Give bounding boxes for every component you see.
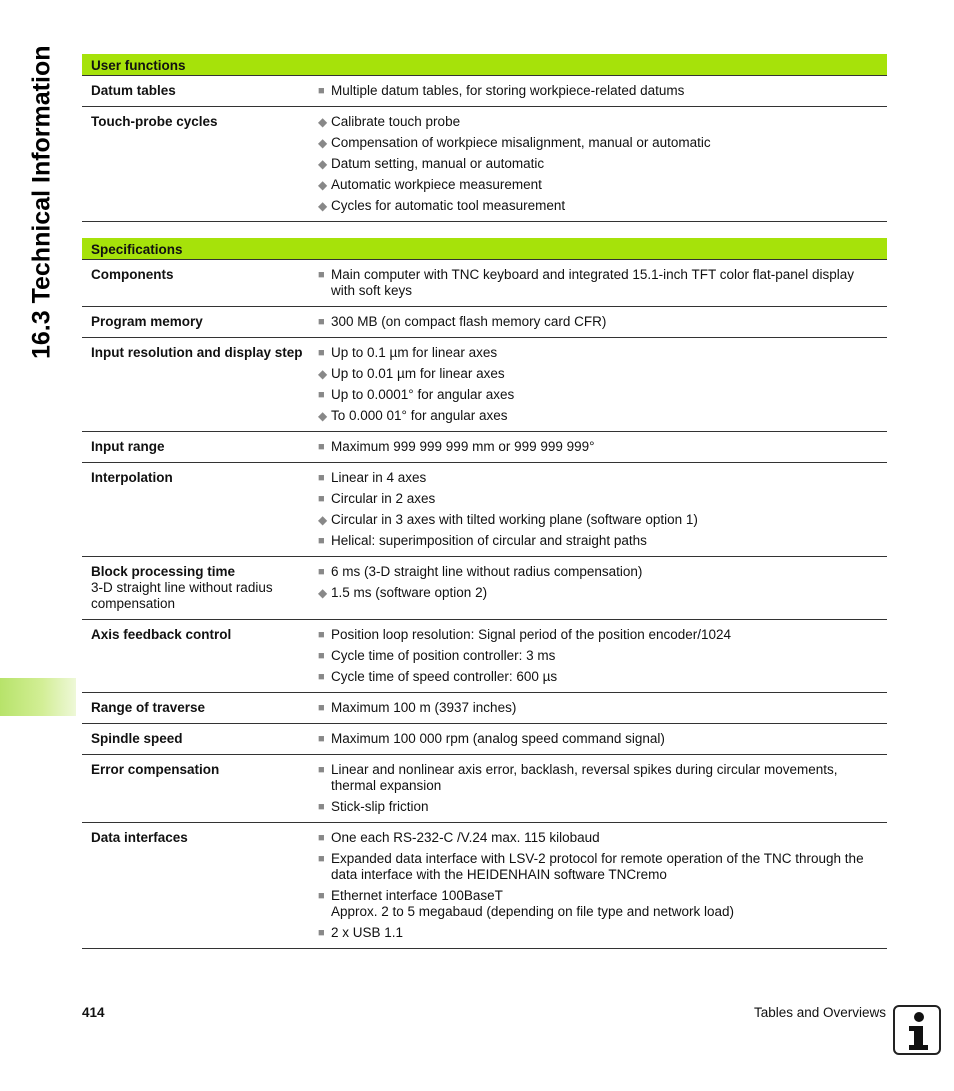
row-value-cell (318, 693, 887, 724)
list-item-text: Maximum 100 m (3937 inches) (331, 700, 517, 715)
list-item (318, 799, 887, 815)
row-label: Touch-probe cycles (91, 114, 218, 129)
list-item (318, 491, 887, 507)
list-item (318, 669, 887, 685)
list-item (318, 366, 887, 382)
list-item (318, 470, 887, 486)
list-item (318, 198, 887, 214)
list-item (318, 585, 887, 601)
row-label-cell (82, 693, 318, 724)
list-item (318, 851, 887, 883)
square-bullet-icon: ■ (318, 566, 325, 578)
list-item-text: 2 x USB 1.1 (331, 925, 404, 940)
list-item (318, 648, 887, 664)
list-item-text: Calibrate touch probe (331, 114, 461, 129)
list-item-text: Ethernet interface 100BaseT Approx. 2 to 5 megabaud (depending on file type and network load) (331, 888, 735, 919)
diamond-bullet-icon: ◆ (318, 136, 328, 150)
square-bullet-icon: ■ (318, 832, 325, 844)
list-item-text: Main computer with TNC keyboard and integrated 15.1-inch TFT color flat-panel display with soft keys (331, 267, 855, 298)
table-row-spindle-speed (82, 724, 887, 755)
list-item (318, 925, 887, 941)
row-label-cell (82, 463, 318, 557)
row-label: Data interfaces (91, 830, 188, 845)
list-item (318, 700, 887, 716)
table-row-axis-feedback-control (82, 620, 887, 693)
row-value-cell (318, 76, 887, 107)
chapter-title-text: 16.3 Technical Information (27, 45, 56, 360)
list-item (318, 408, 887, 424)
square-bullet-icon: ■ (318, 535, 325, 547)
table-row-block-processing-time (82, 557, 887, 620)
list-item-text: Circular in 2 axes (331, 491, 436, 506)
section-header-specifications (82, 238, 887, 260)
row-label: Spindle speed (91, 731, 183, 746)
section-header-label: User functions (82, 54, 887, 76)
row-value-cell (318, 823, 887, 949)
row-value-cell (318, 724, 887, 755)
list-item (318, 533, 887, 549)
list-item-text: Up to 0.0001° for angular axes (331, 387, 515, 402)
row-label: Program memory (91, 314, 203, 329)
spec-table (82, 54, 887, 949)
square-bullet-icon: ■ (318, 389, 325, 401)
row-label-cell (82, 338, 318, 432)
list-item (318, 439, 887, 455)
list-item-text: Helical: superimposition of circular and straight paths (331, 533, 647, 548)
row-label-cell (82, 307, 318, 338)
row-label-cell (82, 823, 318, 949)
list-item (318, 830, 887, 846)
row-label: Interpolation (91, 470, 173, 485)
list-item-text: To 0.000 01° for angular axes (331, 408, 508, 423)
list-item-text: Multiple datum tables, for storing workpiece-related datums (331, 83, 685, 98)
square-bullet-icon: ■ (318, 853, 325, 865)
row-value-cell (318, 432, 887, 463)
square-bullet-icon: ■ (318, 347, 325, 359)
section-header-label: Specifications (82, 238, 887, 260)
list-item (318, 177, 887, 193)
table-row-input-resolution-and-display-step (82, 338, 887, 432)
table-row-components (82, 260, 887, 307)
chapter-side-title (25, 45, 59, 378)
list-item-text: Circular in 3 axes with tilted working plane (software option 1) (331, 512, 698, 527)
row-label-cell (82, 432, 318, 463)
table-row-range-of-traverse (82, 693, 887, 724)
square-bullet-icon: ■ (318, 85, 325, 97)
list-item-text: Linear and nonlinear axis error, backlash, reversal spikes during circular movements, thermal expansion (331, 762, 838, 793)
list-item-text: 300 MB (on compact flash memory card CFR) (331, 314, 607, 329)
square-bullet-icon: ■ (318, 927, 325, 939)
row-label-cell (82, 620, 318, 693)
square-bullet-icon: ■ (318, 441, 325, 453)
section-gap (82, 222, 887, 239)
row-label: Input range (91, 439, 165, 454)
diamond-bullet-icon: ◆ (318, 586, 328, 600)
section-header-user-functions (82, 54, 887, 76)
row-label: Axis feedback control (91, 627, 232, 642)
list-item (318, 135, 887, 151)
square-bullet-icon: ■ (318, 671, 325, 683)
list-item-text: Cycles for automatic tool measurement (331, 198, 566, 213)
table-row-touch-probe-cycles (82, 107, 887, 222)
list-item-text: Up to 0.01 µm for linear axes (331, 366, 505, 381)
square-bullet-icon: ■ (318, 801, 325, 813)
diamond-bullet-icon: ◆ (318, 513, 328, 527)
row-label-cell (82, 755, 318, 823)
list-item (318, 564, 887, 580)
list-item-text: Compensation of workpiece misalignment, manual or automatic (331, 135, 711, 150)
square-bullet-icon: ■ (318, 650, 325, 662)
square-bullet-icon: ■ (318, 472, 325, 484)
row-label-cell (82, 724, 318, 755)
list-item-text: 6 ms (3-D straight line without radius compensation) (331, 564, 643, 579)
row-label: Datum tables (91, 83, 176, 98)
row-label-cell (82, 260, 318, 307)
info-icon (893, 1005, 941, 1055)
list-item (318, 83, 887, 99)
list-item (318, 512, 887, 528)
row-value-cell (318, 107, 887, 222)
table-row-input-range (82, 432, 887, 463)
row-value-cell (318, 260, 887, 307)
row-value-cell (318, 620, 887, 693)
row-sublabel: 3-D straight line without radius compensation (91, 580, 273, 611)
row-value-cell (318, 755, 887, 823)
list-item-text: 1.5 ms (software option 2) (331, 585, 488, 600)
row-label: Components (91, 267, 174, 282)
row-label-cell (82, 107, 318, 222)
diamond-bullet-icon: ◆ (318, 115, 328, 129)
list-item-text: Stick-slip friction (331, 799, 429, 814)
diamond-bullet-icon: ◆ (318, 157, 328, 171)
list-item (318, 267, 887, 299)
row-label-cell (82, 557, 318, 620)
list-item (318, 762, 887, 794)
row-label: Range of traverse (91, 700, 206, 715)
list-item (318, 627, 887, 643)
row-value-cell (318, 463, 887, 557)
row-value-cell (318, 307, 887, 338)
diamond-bullet-icon: ◆ (318, 178, 328, 192)
diamond-bullet-icon: ◆ (318, 199, 328, 213)
row-label: Input resolution and display step (91, 345, 303, 360)
list-item-text: Automatic workpiece measurement (331, 177, 542, 192)
list-item (318, 156, 887, 172)
row-label: Error compensation (91, 762, 220, 777)
section-name: Tables and Overviews (753, 1005, 886, 1020)
list-item-text: Maximum 999 999 999 mm or 999 999 999° (331, 439, 595, 454)
square-bullet-icon: ■ (318, 269, 325, 281)
table-row-data-interfaces (82, 823, 887, 949)
square-bullet-icon: ■ (318, 316, 325, 328)
chapter-tab-marker (0, 678, 76, 716)
table-row-program-memory (82, 307, 887, 338)
list-item-text: Maximum 100 000 rpm (analog speed command signal) (331, 731, 665, 746)
list-item (318, 314, 887, 330)
list-item (318, 387, 887, 403)
list-item (318, 345, 887, 361)
list-item-text: Position loop resolution: Signal period of the position encoder/1024 (331, 627, 732, 642)
list-item-text: One each RS-232-C /V.24 max. 115 kilobaud (331, 830, 600, 845)
square-bullet-icon: ■ (318, 493, 325, 505)
list-item-text: Datum setting, manual or automatic (331, 156, 545, 171)
table-row-datum-tables (82, 76, 887, 107)
row-label-cell (82, 76, 318, 107)
table-row-interpolation (82, 463, 887, 557)
list-item-text: Cycle time of position controller: 3 ms (331, 648, 556, 663)
diamond-bullet-icon: ◆ (318, 409, 328, 423)
square-bullet-icon: ■ (318, 733, 325, 745)
square-bullet-icon: ■ (318, 890, 325, 902)
list-item-text: Expanded data interface with LSV-2 protocol for remote operation of the TNC through the data interface with the HEIDENHAIN software TNCremo (331, 851, 864, 882)
spec-content (82, 54, 887, 949)
list-item (318, 888, 887, 920)
square-bullet-icon: ■ (318, 629, 325, 641)
row-label: Block processing time (91, 564, 236, 579)
list-item-text: Linear in 4 axes (331, 470, 427, 485)
table-row-error-compensation (82, 755, 887, 823)
list-item-text: Cycle time of speed controller: 600 µs (331, 669, 558, 684)
list-item (318, 114, 887, 130)
list-item-text: Up to 0.1 µm for linear axes (331, 345, 498, 360)
diamond-bullet-icon: ◆ (318, 367, 328, 381)
row-value-cell (318, 338, 887, 432)
list-item (318, 731, 887, 747)
row-value-cell (318, 557, 887, 620)
square-bullet-icon: ■ (318, 764, 325, 776)
page-number: 414 (82, 1005, 105, 1020)
square-bullet-icon: ■ (318, 702, 325, 714)
